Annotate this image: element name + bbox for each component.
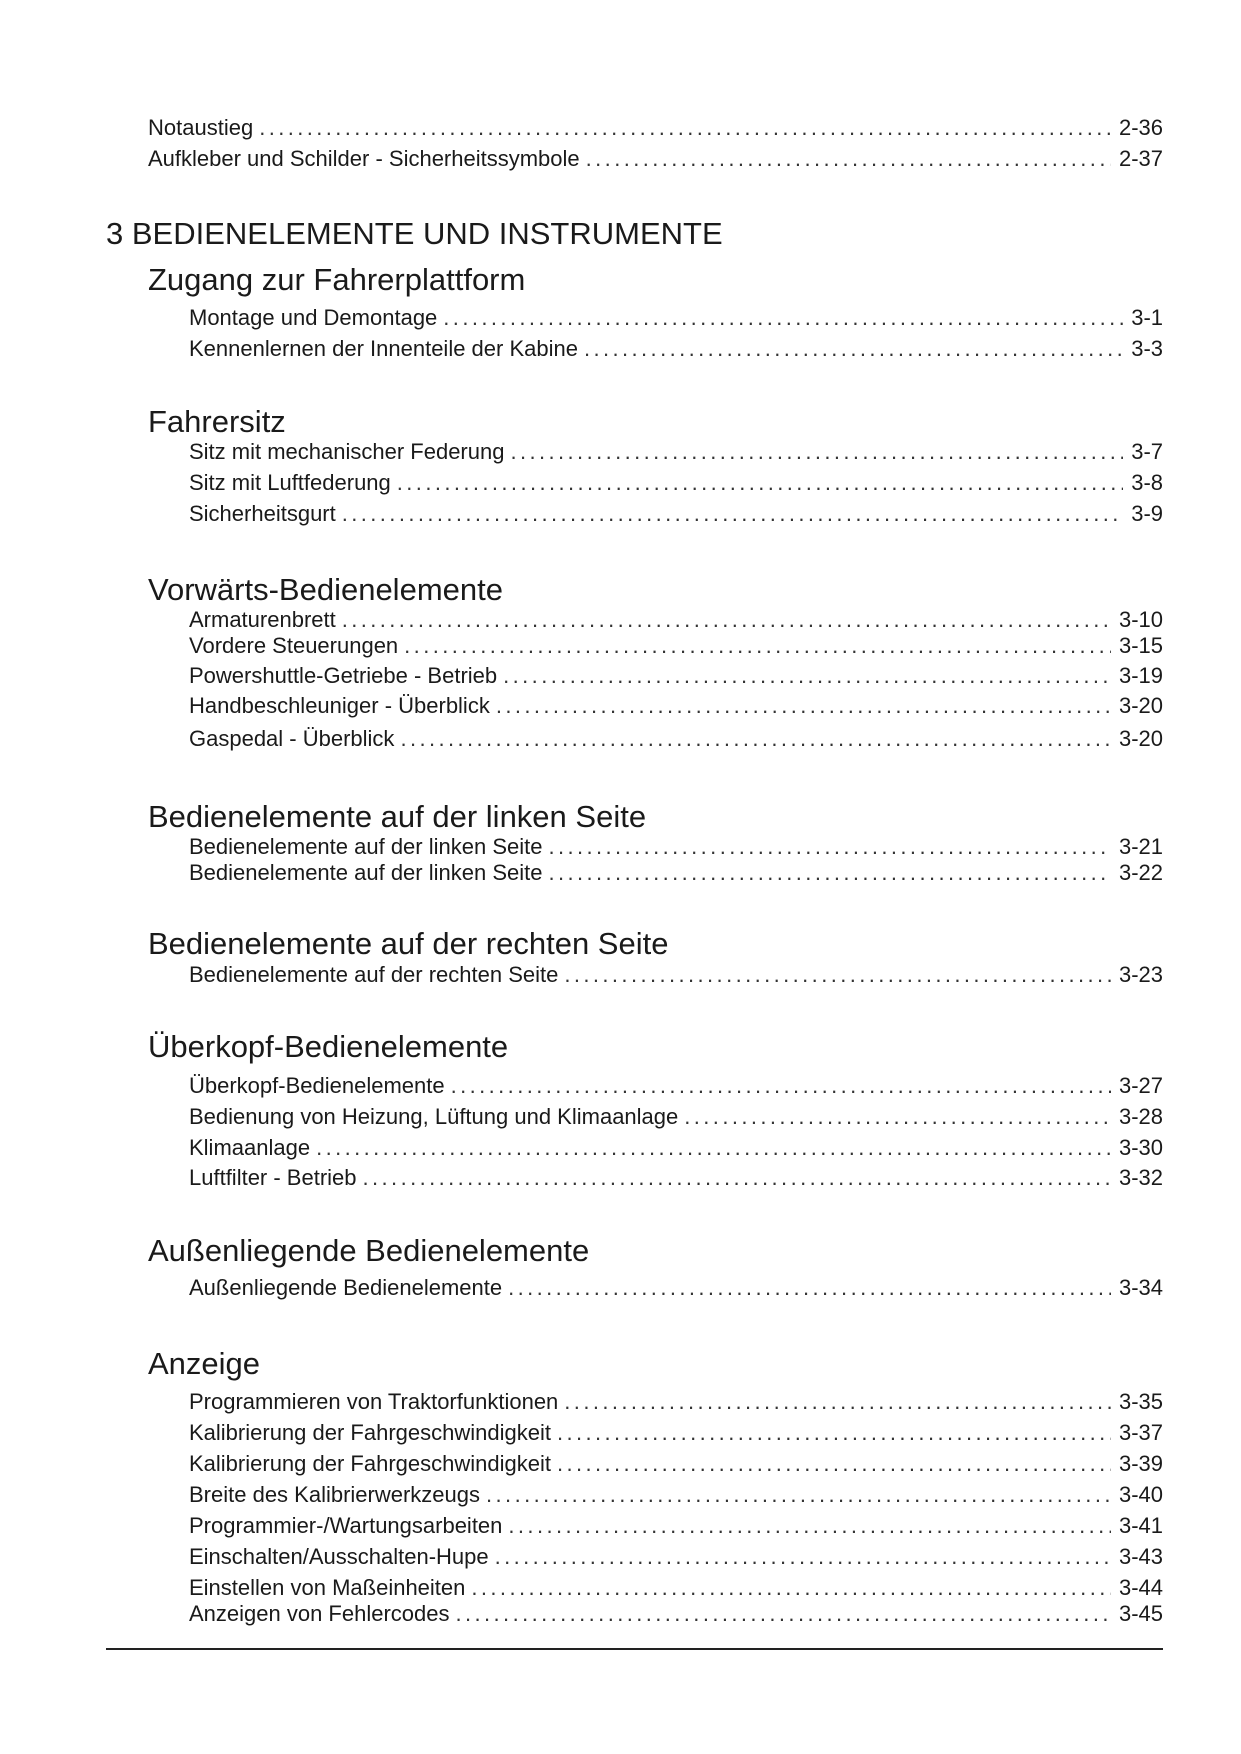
dot-leader [584,336,1123,362]
toc-entry-page: 2-37 [1118,146,1163,171]
toc-entry-title: Kalibrierung der Fahrgeschwindigkeit [189,1420,551,1445]
toc-entry[interactable] [189,1420,1163,1446]
toc-entry[interactable] [189,962,1163,988]
toc-entry[interactable] [189,633,1163,659]
toc-entry-title: Handbeschleuniger - Überblick [189,693,490,718]
dot-leader [404,633,1111,659]
section-heading: Anzeige [148,1346,261,1381]
toc-entry[interactable] [189,1389,1163,1415]
toc-entry[interactable] [189,470,1163,496]
toc-entry-title: Bedienelemente auf der linken Seite [189,860,543,885]
toc-entry-title: Aufkleber und Schilder - Sicherheitssymbole [148,146,580,171]
dot-leader [363,1165,1111,1191]
toc-entry[interactable] [189,336,1163,362]
dot-leader [586,146,1111,172]
toc-entry-title: Sicherheitsgurt [189,501,336,526]
toc-entry-title: Breite des Kalibrierwerkzeugs [189,1482,481,1507]
toc-entry-title: Anzeigen von Fehlercodes [189,1601,450,1626]
toc-entry-page: 3-40 [1118,1482,1163,1507]
section-heading: Bedienelemente auf der linken Seite [148,799,647,834]
dot-leader [486,1482,1111,1508]
toc-entry-title: Programmieren von Traktorfunktionen [189,1389,559,1414]
dot-leader [443,305,1123,331]
dot-leader [456,1601,1111,1627]
toc-entry-page: 3-41 [1118,1513,1163,1538]
toc-entry-title: Sitz mit mechanischer Federung [189,439,505,464]
toc-entry[interactable] [189,1544,1163,1570]
toc-entry-page: 3-20 [1118,693,1163,718]
toc-entry-page: 3-20 [1118,726,1163,751]
toc-entry-title: Luftfilter - Betrieb [189,1165,357,1190]
toc-entry-page: 3-27 [1118,1073,1163,1098]
dot-leader [342,607,1111,633]
toc-entry-title: Bedienelemente auf der rechten Seite [189,962,559,987]
toc-entry[interactable] [148,115,1163,141]
toc-entry-title: Einstellen von Maßeinheiten [189,1575,466,1600]
section-heading: Bedienelemente auf der rechten Seite [148,926,669,961]
toc-entry-title: Montage und Demontage [189,305,438,330]
dot-leader [508,1513,1111,1539]
dot-leader [316,1135,1111,1161]
dot-leader [508,1275,1111,1301]
dot-leader [259,115,1111,141]
dot-leader [496,693,1111,719]
dot-leader [548,860,1110,886]
section-heading: Vorwärts-Bedienelemente [148,572,503,607]
toc-entry[interactable] [189,607,1163,633]
section-heading: Außenliegende Bedienelemente [148,1233,590,1268]
dot-leader [451,1073,1111,1099]
dot-leader [471,1575,1111,1601]
toc-entry-page: 2-36 [1118,115,1163,140]
toc-entry[interactable] [189,1601,1163,1627]
toc-entry[interactable] [189,1104,1163,1130]
toc-entry-title: Powershuttle-Getriebe - Betrieb [189,663,498,688]
toc-entry[interactable] [189,726,1163,752]
dot-leader [557,1451,1111,1477]
toc-entry-page: 3-39 [1118,1451,1163,1476]
toc-entry[interactable] [148,146,1163,172]
toc-entry-page: 3-43 [1118,1544,1163,1569]
section-heading: Fahrersitz [148,404,286,439]
toc-entry-page: 3-9 [1131,501,1163,526]
toc-entry-title: Bedienung von Heizung, Lüftung und Klimaanlage [189,1104,679,1129]
dot-leader [503,663,1111,689]
chapter-heading: 3 BEDIENELEMENTE UND INSTRUMENTE [106,216,723,251]
toc-entry[interactable] [189,439,1163,465]
toc-entry-title: Notaustieg [148,115,254,140]
toc-entry-title: Gaspedal - Überblick [189,726,395,751]
dot-leader [510,439,1123,465]
dot-leader [684,1104,1111,1130]
dot-leader [564,1389,1111,1415]
toc-entry[interactable] [189,1135,1163,1161]
dot-leader [557,1420,1111,1446]
toc-entry[interactable] [189,1451,1163,1477]
toc-entry-title: Einschalten/Ausschalten-Hupe [189,1544,489,1569]
dot-leader [397,470,1123,496]
toc-entry-title: Bedienelemente auf der linken Seite [189,834,543,859]
toc-entry-page: 3-35 [1118,1389,1163,1414]
toc-entry-page: 3-7 [1131,439,1163,464]
toc-entry[interactable] [189,693,1163,719]
toc-entry-title: Kennenlernen der Innenteile der Kabine [189,336,578,361]
toc-entry[interactable] [189,1575,1163,1601]
toc-entry-page: 3-3 [1131,336,1163,361]
dot-leader [342,501,1123,527]
toc-entry[interactable] [189,501,1163,527]
toc-entry[interactable] [189,1165,1163,1191]
bottom-rule [106,1648,1163,1650]
toc-entry[interactable] [189,305,1163,331]
toc-entry-page: 3-30 [1118,1135,1163,1160]
toc-entry-page: 3-32 [1118,1165,1163,1190]
toc-entry-page: 3-8 [1131,470,1163,495]
toc-entry-page: 3-23 [1118,962,1163,987]
toc-entry[interactable] [189,860,1163,886]
dot-leader [495,1544,1111,1570]
toc-entry-title: Kalibrierung der Fahrgeschwindigkeit [189,1451,551,1476]
toc-entry-page: 3-34 [1118,1275,1163,1300]
toc-entry-page: 3-1 [1131,305,1163,330]
toc-entry-title: Überkopf-Bedienelemente [189,1073,445,1098]
dot-leader [564,962,1111,988]
dot-leader [548,834,1110,860]
toc-entry-page: 3-19 [1118,663,1163,688]
section-heading: Überkopf-Bedienelemente [148,1029,509,1064]
toc-entry[interactable] [189,1482,1163,1508]
toc-entry[interactable] [189,1073,1163,1099]
toc-entry-title: Armaturenbrett [189,607,336,632]
toc-entry-page: 3-15 [1118,633,1163,658]
toc-entry[interactable] [189,1513,1163,1539]
toc-entry-title: Sitz mit Luftfederung [189,470,391,495]
toc-entry-title: Außenliegende Bedienelemente [189,1275,503,1300]
dot-leader [400,726,1111,752]
toc-entry[interactable] [189,1275,1163,1301]
toc-entry-page: 3-37 [1118,1420,1163,1445]
toc-entry[interactable] [189,834,1163,860]
toc-entry-title: Klimaanlage [189,1135,311,1160]
toc-entry-page: 3-22 [1118,860,1163,885]
toc-entry-page: 3-45 [1118,1601,1163,1626]
toc-entry[interactable] [189,663,1163,689]
toc-entry-page: 3-21 [1118,834,1163,859]
toc-entry-page: 3-10 [1118,607,1163,632]
toc-entry-title: Vordere Steuerungen [189,633,399,658]
toc-entry-page: 3-28 [1118,1104,1163,1129]
toc-entry-title: Programmier-/Wartungsarbeiten [189,1513,503,1538]
section-heading: Zugang zur Fahrerplattform [148,262,526,297]
toc-entry-page: 3-44 [1118,1575,1163,1600]
